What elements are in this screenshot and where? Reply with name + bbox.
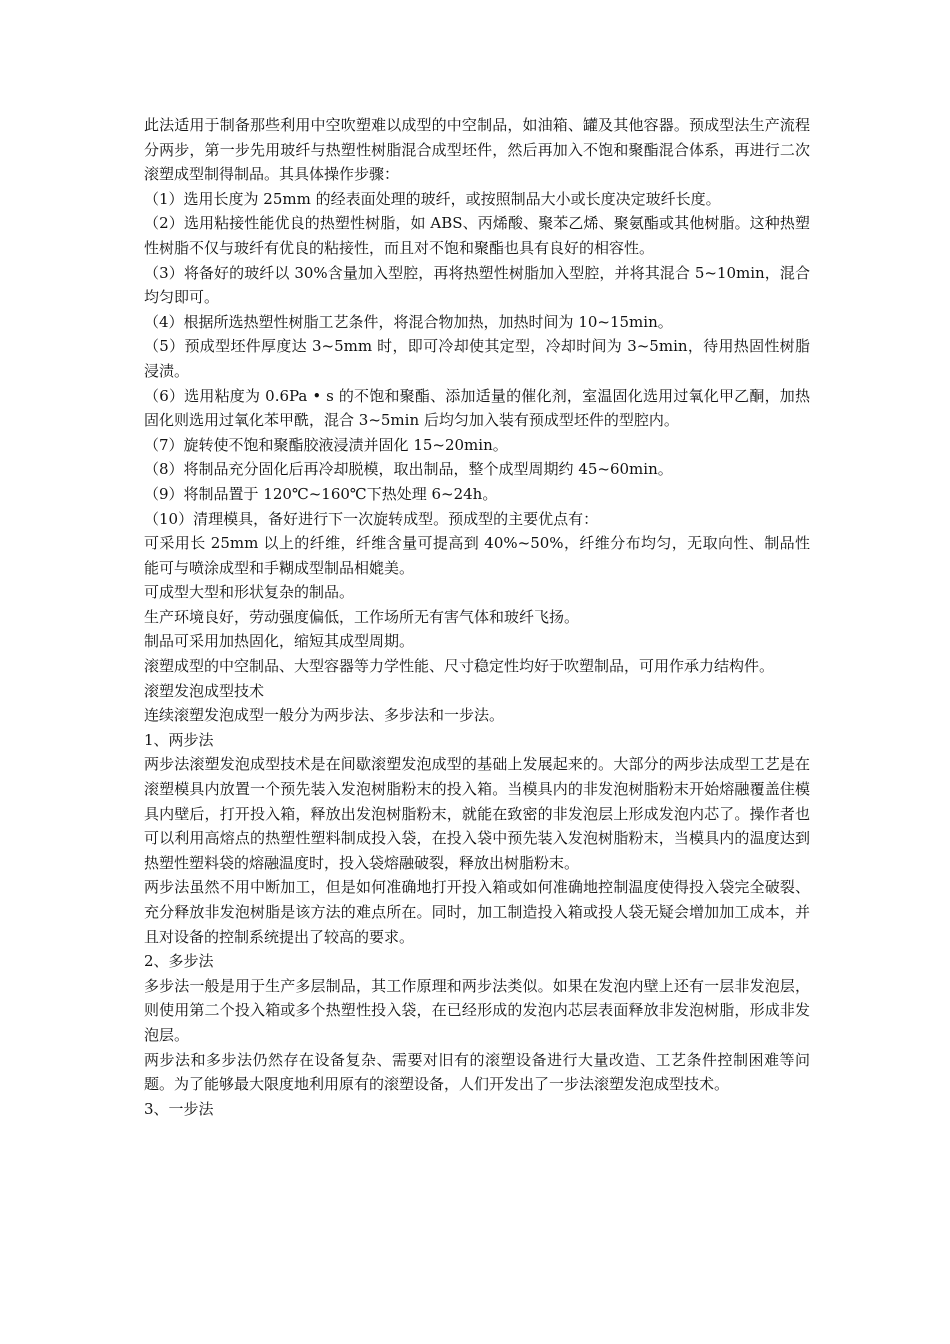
subheading-multi-step: 2、多步法 (144, 952, 214, 971)
paragraph-two-step-2: 两步法虽然不用中断加工，但是如何准确地打开投入箱或如何准确地控制温度使得投入袋完全破裂、充分释放非发泡树脂是该方法的难点所在。同时，加工制造投入箱或投人袋无疑会增加加工成本，并且对设备的控制系统提出了较高的要求。 (144, 878, 810, 946)
step-10: （10）清理模具，备好进行下一次旋转成型。预成型的主要优点有： (144, 509, 599, 528)
section-heading: 滚塑发泡成型技术 (144, 681, 265, 700)
step-4: （4）根据所选热塑性树脂工艺条件，将混合物加热，加热时间为 10~15min。 (144, 312, 673, 331)
advantage-4: 制品可采用加热固化，缩短其成型周期。 (144, 632, 415, 651)
advantage-2: 可成型大型和形状复杂的制品。 (144, 583, 355, 602)
advantage-1: 可采用长 25mm 以上的纤维，纤维含量可提高到 40%~50%，纤维分布均匀，无取向性、制品性能可与喷涂成型和手糊成型制品相媲美。 (144, 534, 810, 577)
step-8: （8）将制品充分固化后再冷却脱模，取出制品，整个成型周期约 45~60min。 (144, 460, 673, 479)
subheading-two-step: 1、两步法 (144, 730, 214, 749)
step-3: （3）将备好的玻纤以 30%含量加入型腔，再将热塑性树脂加入型腔，并将其混合 5~10min，混合均匀即可。 (144, 263, 810, 307)
paragraph-two-step-1: 两步法滚塑发泡成型技术是在间歇滚塑发泡成型的基础上发展起来的。大部分的两步法成型工艺是在滚塑模具内放置一个预先装入发泡树脂粉末的投入箱。当模具内的非发泡树脂粉末开始熔融覆盖住模具内壁后，打开投入箱，释放出发泡树脂粉末，就能在致密的非发泡层上形成发泡内芯了。操作者也可以利用高熔点的热塑性塑料制成投入袋，在投入袋中预先装入发泡树脂粉末，当模具内的温度达到热塑性塑料袋的熔融温度时，投入袋熔融破裂，释放出树脂粉末。 (144, 755, 810, 872)
step-7: （7）旋转使不饱和聚酯胶液浸渍并固化 15~20min。 (144, 435, 508, 454)
paragraph-intro: 此法适用于制备那些利用中空吹塑难以成型的中空制品，如油箱、罐及其他容器。预成型法生产流程分两步，第一步先用玻纤与热塑性树脂混合成型坯件，然后再加入不饱和聚酯混合体系，再进行二次滚塑成型制得制品。其具体操作步骤： (144, 116, 810, 184)
advantage-3: 生产环境良好，劳动强度偏低，工作场所无有害气体和玻纤飞扬。 (144, 607, 580, 626)
step-1: （1）选用长度为 25mm 的经表面处理的玻纤，或按照制品大小或长度决定玻纤长度。 (144, 189, 721, 208)
advantage-5: 滚塑成型的中空制品、大型容器等力学性能、尺寸稳定性均好于吹塑制品，可用作承力结构件。 (144, 657, 775, 676)
document-body (144, 113, 810, 1121)
subheading-one-step: 3、一步法 (144, 1099, 214, 1118)
step-2: （2）选用粘接性能优良的热塑性树脂，如 ABS、丙烯酸、聚苯乙烯、聚氨酯或其他树脂。这种热塑性树脂不仅与玻纤有优良的粘接性，而且对不饱和聚酯也具有良好的相容性。 (144, 214, 810, 257)
paragraph-comparison: 两步法和多步法仍然存在设备复杂、需要对旧有的滚塑设备进行大量改造、工艺条件控制困难等问题。为了能够最大限度地利用原有的滚塑设备，人们开发出了一步法滚塑发泡成型技术。 (144, 1050, 810, 1094)
step-5: （5）预成型坯件厚度达 3~5mm 时，即可冷却使其定型，冷却时间为 3~5min，待用热固性树脂浸渍。 (144, 337, 810, 380)
section-intro: 连续滚塑发泡成型一般分为两步法、多步法和一步法。 (144, 706, 505, 725)
step-6: （6）选用粘度为 0.6Pa • s 的不饱和聚酯、添加适量的催化剂，室温固化选用过氧化甲乙酮，加热固化则选用过氧化苯甲酰，混合 3~5min 后均匀加入装有预成型坯件的型腔内。 (144, 386, 810, 430)
step-9: （9）将制品置于 120℃~160℃下热处理 6~24h。 (144, 484, 498, 503)
paragraph-multi-step: 多步法一般是用于生产多层制品，其工作原理和两步法类似。如果在发泡内壁上还有一层非发泡层，则使用第二个投入箱或多个热塑性投入袋，在已经形成的发泡内芯层表面释放非发泡树脂，形成非发泡层。 (144, 976, 810, 1044)
